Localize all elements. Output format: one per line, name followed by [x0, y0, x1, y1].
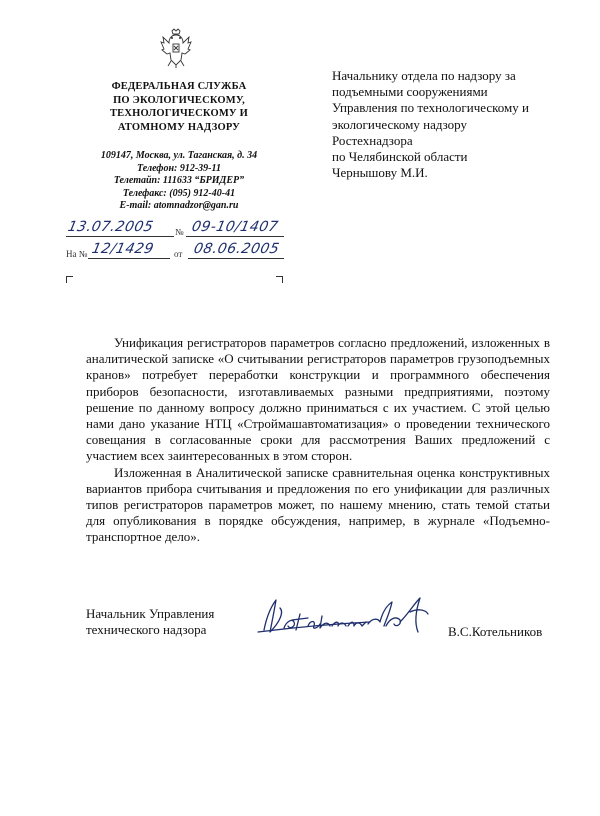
agency-contacts: [84, 150, 274, 213]
addressee-line: подъемными сооружениями: [332, 84, 488, 100]
body-paragraph: Унификация регистраторов параметров согласно предложений, изложенных в аналитической записке «О считывании регистраторов параметров грузоподъемных кранов» потребует переработки конструкции и программного обеспечения приборов безопасности, изготавливаемых разными предприятиями, поэтому решение по данному вопросу должно приниматься с их участием. С этой целью нами дано указание НТЦ «Строймашавтоматизация» о проведении технического совещания в согласованные сроки для рассмотрения Ваших предложений с участием всех заинтересованных в этом сторон.: [86, 335, 550, 464]
reg-number-handwritten: 09-10/1407: [190, 219, 280, 235]
corner-mark-left: [66, 276, 73, 283]
addressee-block: [332, 68, 582, 181]
signatory-title: [86, 606, 214, 638]
contact-teletype: Телетайп: 111633 “БРИДЕР”: [113, 175, 245, 186]
reg-number-line: [186, 236, 284, 237]
agency-line: ПО ЭКОЛОГИЧЕСКОМУ,: [113, 94, 245, 106]
ref-number-label: На №: [66, 249, 88, 259]
body-paragraph: Изложенная в Аналитической записке сравнительная оценка конструктивных вариантов прибора считывания и предложения по его унификации для различных типов регистраторов параметров может, по нашему мнению, стать темой статьи для опубликования в порядке обсуждения, например, в журнале «Подъемно-транспортное дело».: [86, 464, 550, 545]
reg-date-line: [66, 236, 174, 237]
addressee-line: Управления по технологическому и: [332, 100, 529, 116]
agency-line: ФЕДЕРАЛЬНАЯ СЛУЖБА: [111, 81, 247, 92]
addressee-line: Начальнику отдела по надзору за: [332, 68, 516, 83]
ref-date-handwritten: 08.06.2005: [192, 241, 281, 257]
contact-email: E-mail: atomnadzor@gan.ru: [119, 200, 239, 211]
ref-date-line: [188, 258, 284, 259]
agency-name: [84, 80, 274, 134]
letter-body: [86, 335, 550, 546]
ref-number-handwritten: 12/1429: [90, 241, 156, 257]
signatory-title-line: технического надзора: [86, 622, 207, 638]
addressee-line: экологическому надзору: [332, 116, 468, 132]
signatory-title-line: Начальник Управления: [86, 606, 215, 621]
corner-mark-right: [276, 276, 283, 283]
contact-address: 109147, Москва, ул. Таганская, д. 34: [100, 150, 258, 161]
ref-number-line: [88, 258, 170, 259]
contact-fax: Телефакс: (095) 912-40-41: [122, 187, 236, 199]
reg-date-handwritten: 13.07.2005: [66, 219, 155, 235]
addressee-line: Ростехнадзора: [332, 132, 413, 148]
coat-of-arms-emblem: [158, 27, 194, 69]
handwritten-signature: [250, 592, 450, 642]
addressee-name: Чернышову М.И.: [332, 165, 428, 181]
addressee-line: по Челябинской области: [332, 149, 468, 165]
ref-from-label: от: [174, 249, 183, 259]
contact-phone: Телефон: 912-39-11: [137, 162, 221, 174]
agency-line: ТЕХНОЛОГИЧЕСКОМУ И: [109, 108, 249, 119]
agency-line: АТОМНОМУ НАДЗОРУ: [117, 121, 241, 133]
signatory-name: В.С.Котельников: [448, 624, 543, 639]
reg-number-label: №: [175, 227, 184, 237]
